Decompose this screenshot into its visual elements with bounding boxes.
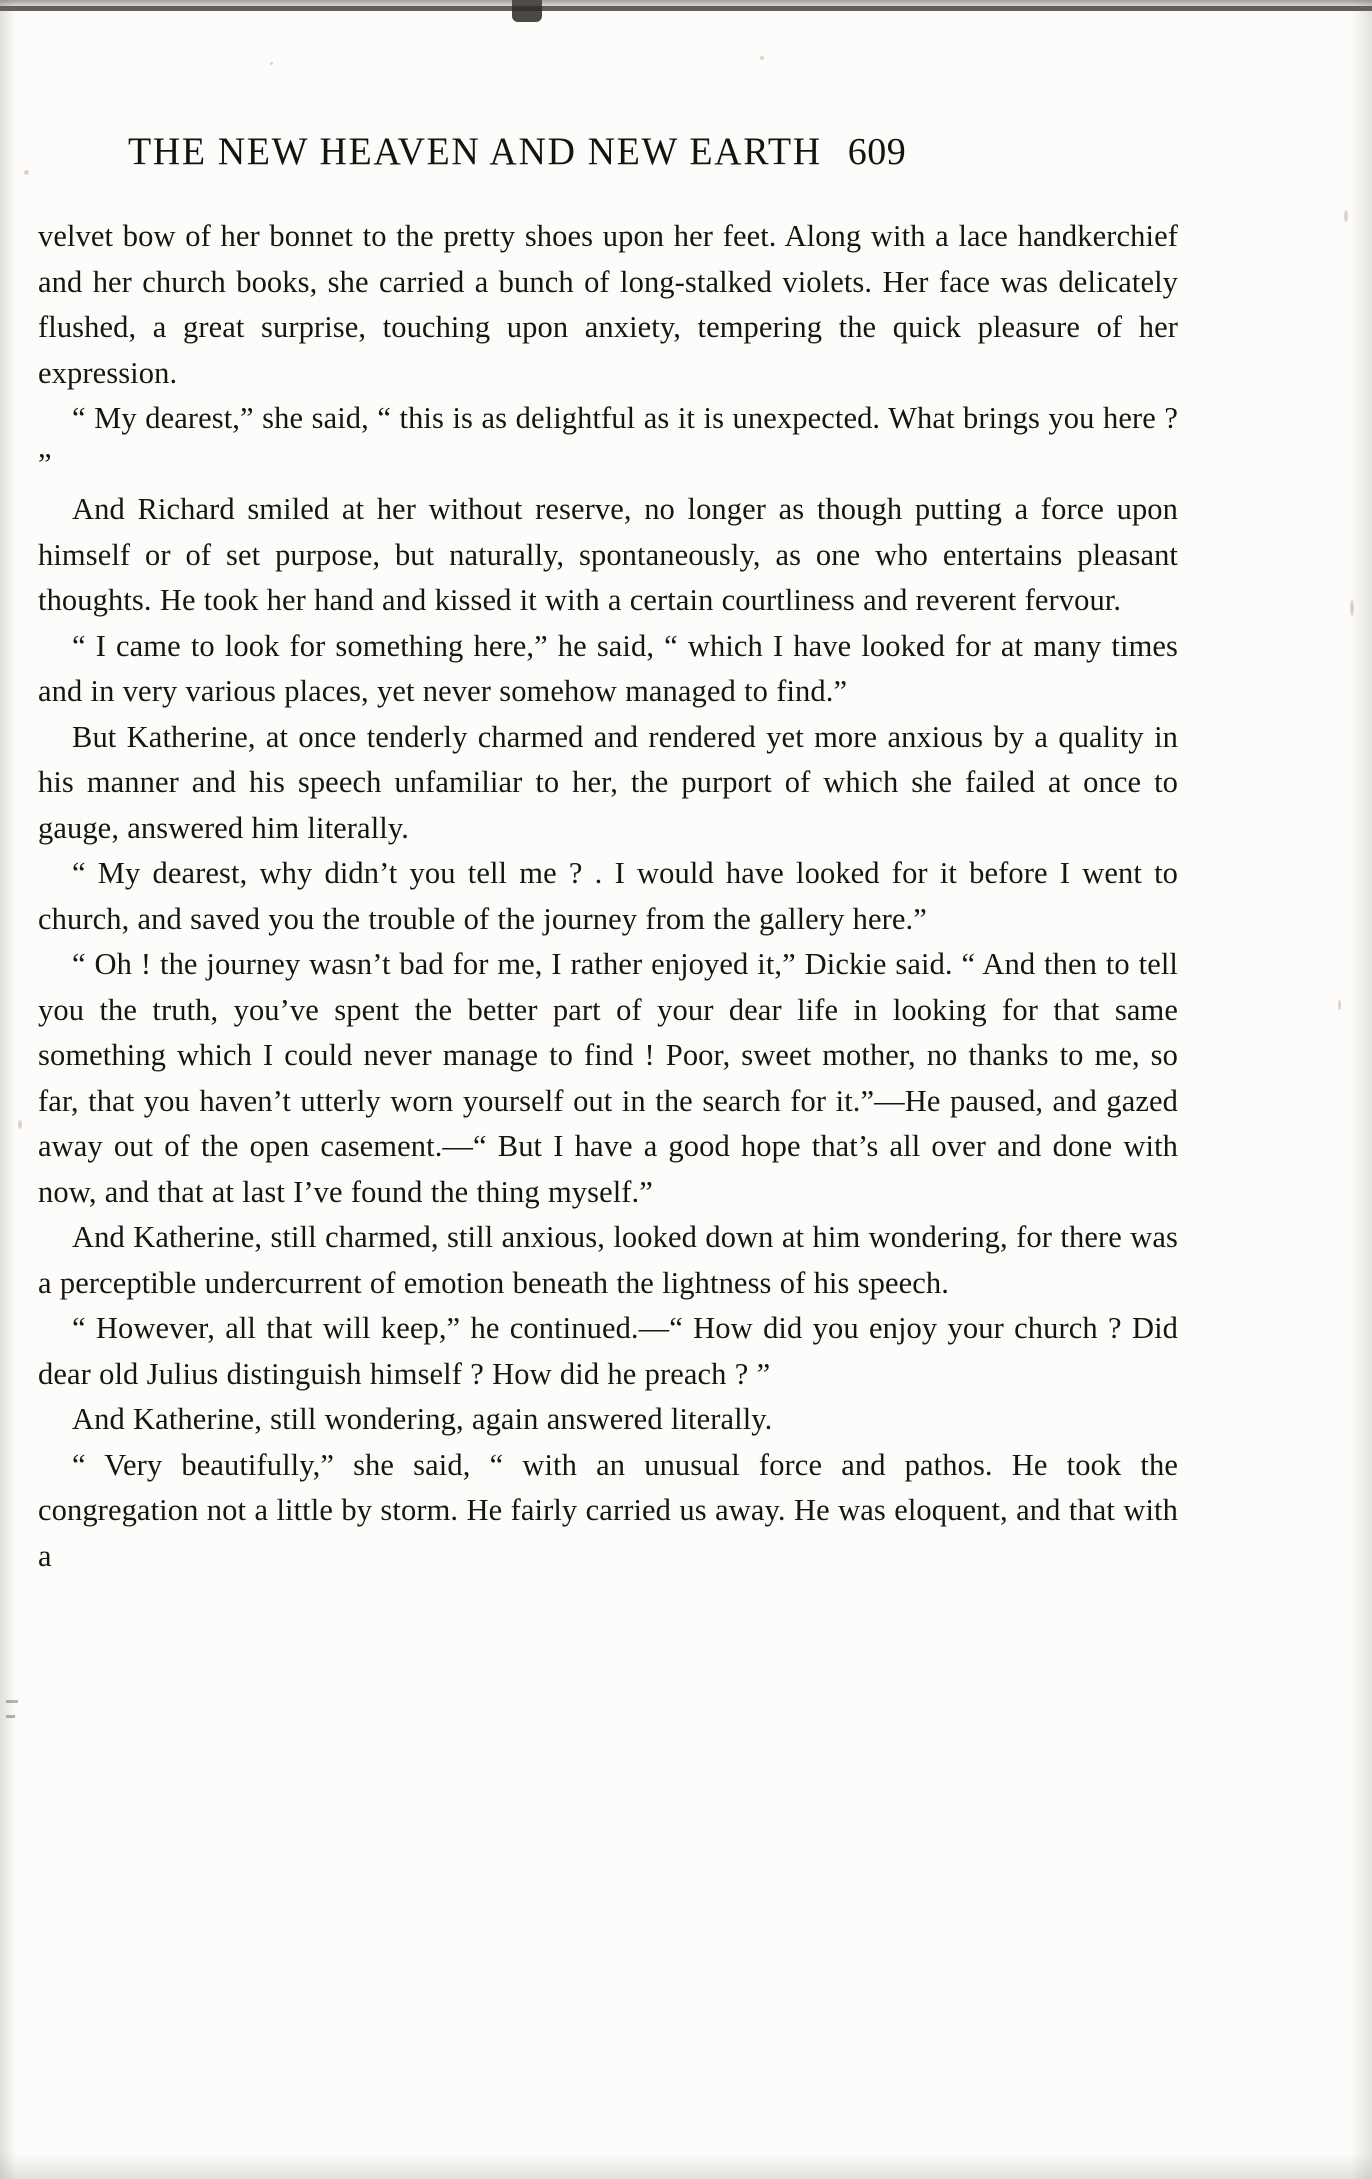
paragraph: “ However, all that will keep,” he continued.—“ How did you enjoy your church ? Did dear old Julius distinguish himself ? How did he preach ? ” xyxy=(38,1311,1178,1391)
page-number: 609 xyxy=(847,131,907,173)
scan-speckle xyxy=(18,1120,22,1129)
body-text xyxy=(38,214,1178,1579)
scan-edge-right xyxy=(1350,0,1372,2179)
scan-speckle xyxy=(1344,210,1348,222)
paragraph: And Katherine, still wondering, again answered literally. xyxy=(72,1402,773,1436)
page-content xyxy=(38,130,1178,1579)
paragraph: And Richard smiled at her without reserve, no longer as though putting a force upon himself or of set purpose, but naturally, spontaneously, as one who entertains pleasant thoughts. He took her hand and kissed it with a certain courtliness and reverent fervour. xyxy=(38,492,1178,617)
paragraph: “ My dearest,” she said, “ this is as delightful as it is unexpected. What brings you here ? ” xyxy=(38,401,1178,481)
scan-speckle xyxy=(270,62,273,65)
paragraph: “ My dearest, why didn’t you tell me ? . I would have looked for it before I went to church, and saved you the trouble of the journey from the gallery here.” xyxy=(38,856,1178,936)
scan-margin-tick xyxy=(6,1715,15,1718)
running-head xyxy=(128,130,1178,174)
paragraph: And Katherine, still charmed, still anxious, looked down at him wondering, for there was a perceptible undercurrent of emotion beneath the lightness of his speech. xyxy=(38,1220,1178,1300)
paragraph: “ Oh ! the journey wasn’t bad for me, I rather enjoyed it,” Dickie said. “ And then to tell you the truth, you’ve spent the better part of your dear life in looking for that same something which I could never manage to find ! Poor, sweet mother, no thanks to me, so far, that you haven’t utterly worn yourself out in the search for it.”—He paused, and gazed away out of the open casement.—“ But I have a good hope that’s all over and done with now, and that at last I’ve found the thing myself.” xyxy=(38,947,1178,1209)
scan-edge-top xyxy=(0,0,1372,10)
scan-margin-tick xyxy=(6,1700,18,1703)
scan-speckle xyxy=(1350,600,1354,616)
scan-top-mark xyxy=(512,0,542,22)
paragraph: “ I came to look for something here,” he said, “ which I have looked for at many times and in very various places, yet never somehow managed to find.” xyxy=(38,628,1178,708)
scan-top-rule xyxy=(0,6,1372,11)
scan-edge-bottom xyxy=(0,2153,1372,2179)
scan-speckle xyxy=(24,170,29,175)
scan-speckle xyxy=(1338,1000,1341,1010)
page-title: THE NEW HEAVEN AND NEW EARTH xyxy=(128,130,822,174)
scan-edge-left xyxy=(0,0,16,2179)
scan-speckle xyxy=(760,56,764,60)
paragraph: But Katherine, at once tenderly charmed and rendered yet more anxious by a quality in his manner and his speech unfamiliar to her, the purport of which she failed at once to gauge, answered him literally. xyxy=(38,719,1178,845)
paragraph: velvet bow of her bonnet to the pretty shoes upon her feet. Along with a lace handkerchief and her church books, she carried a bunch of long-stalked violets. Her face was delicately flushed, a great surprise, touching upon anxiety, tempering the quick pleasure of her expression. xyxy=(38,219,1178,390)
paragraph: “ Very beautifully,” she said, “ with an unusual force and pathos. He took the congregation not a little by storm. He fairly carried us away. He was eloquent, and that with a xyxy=(38,1447,1178,1573)
